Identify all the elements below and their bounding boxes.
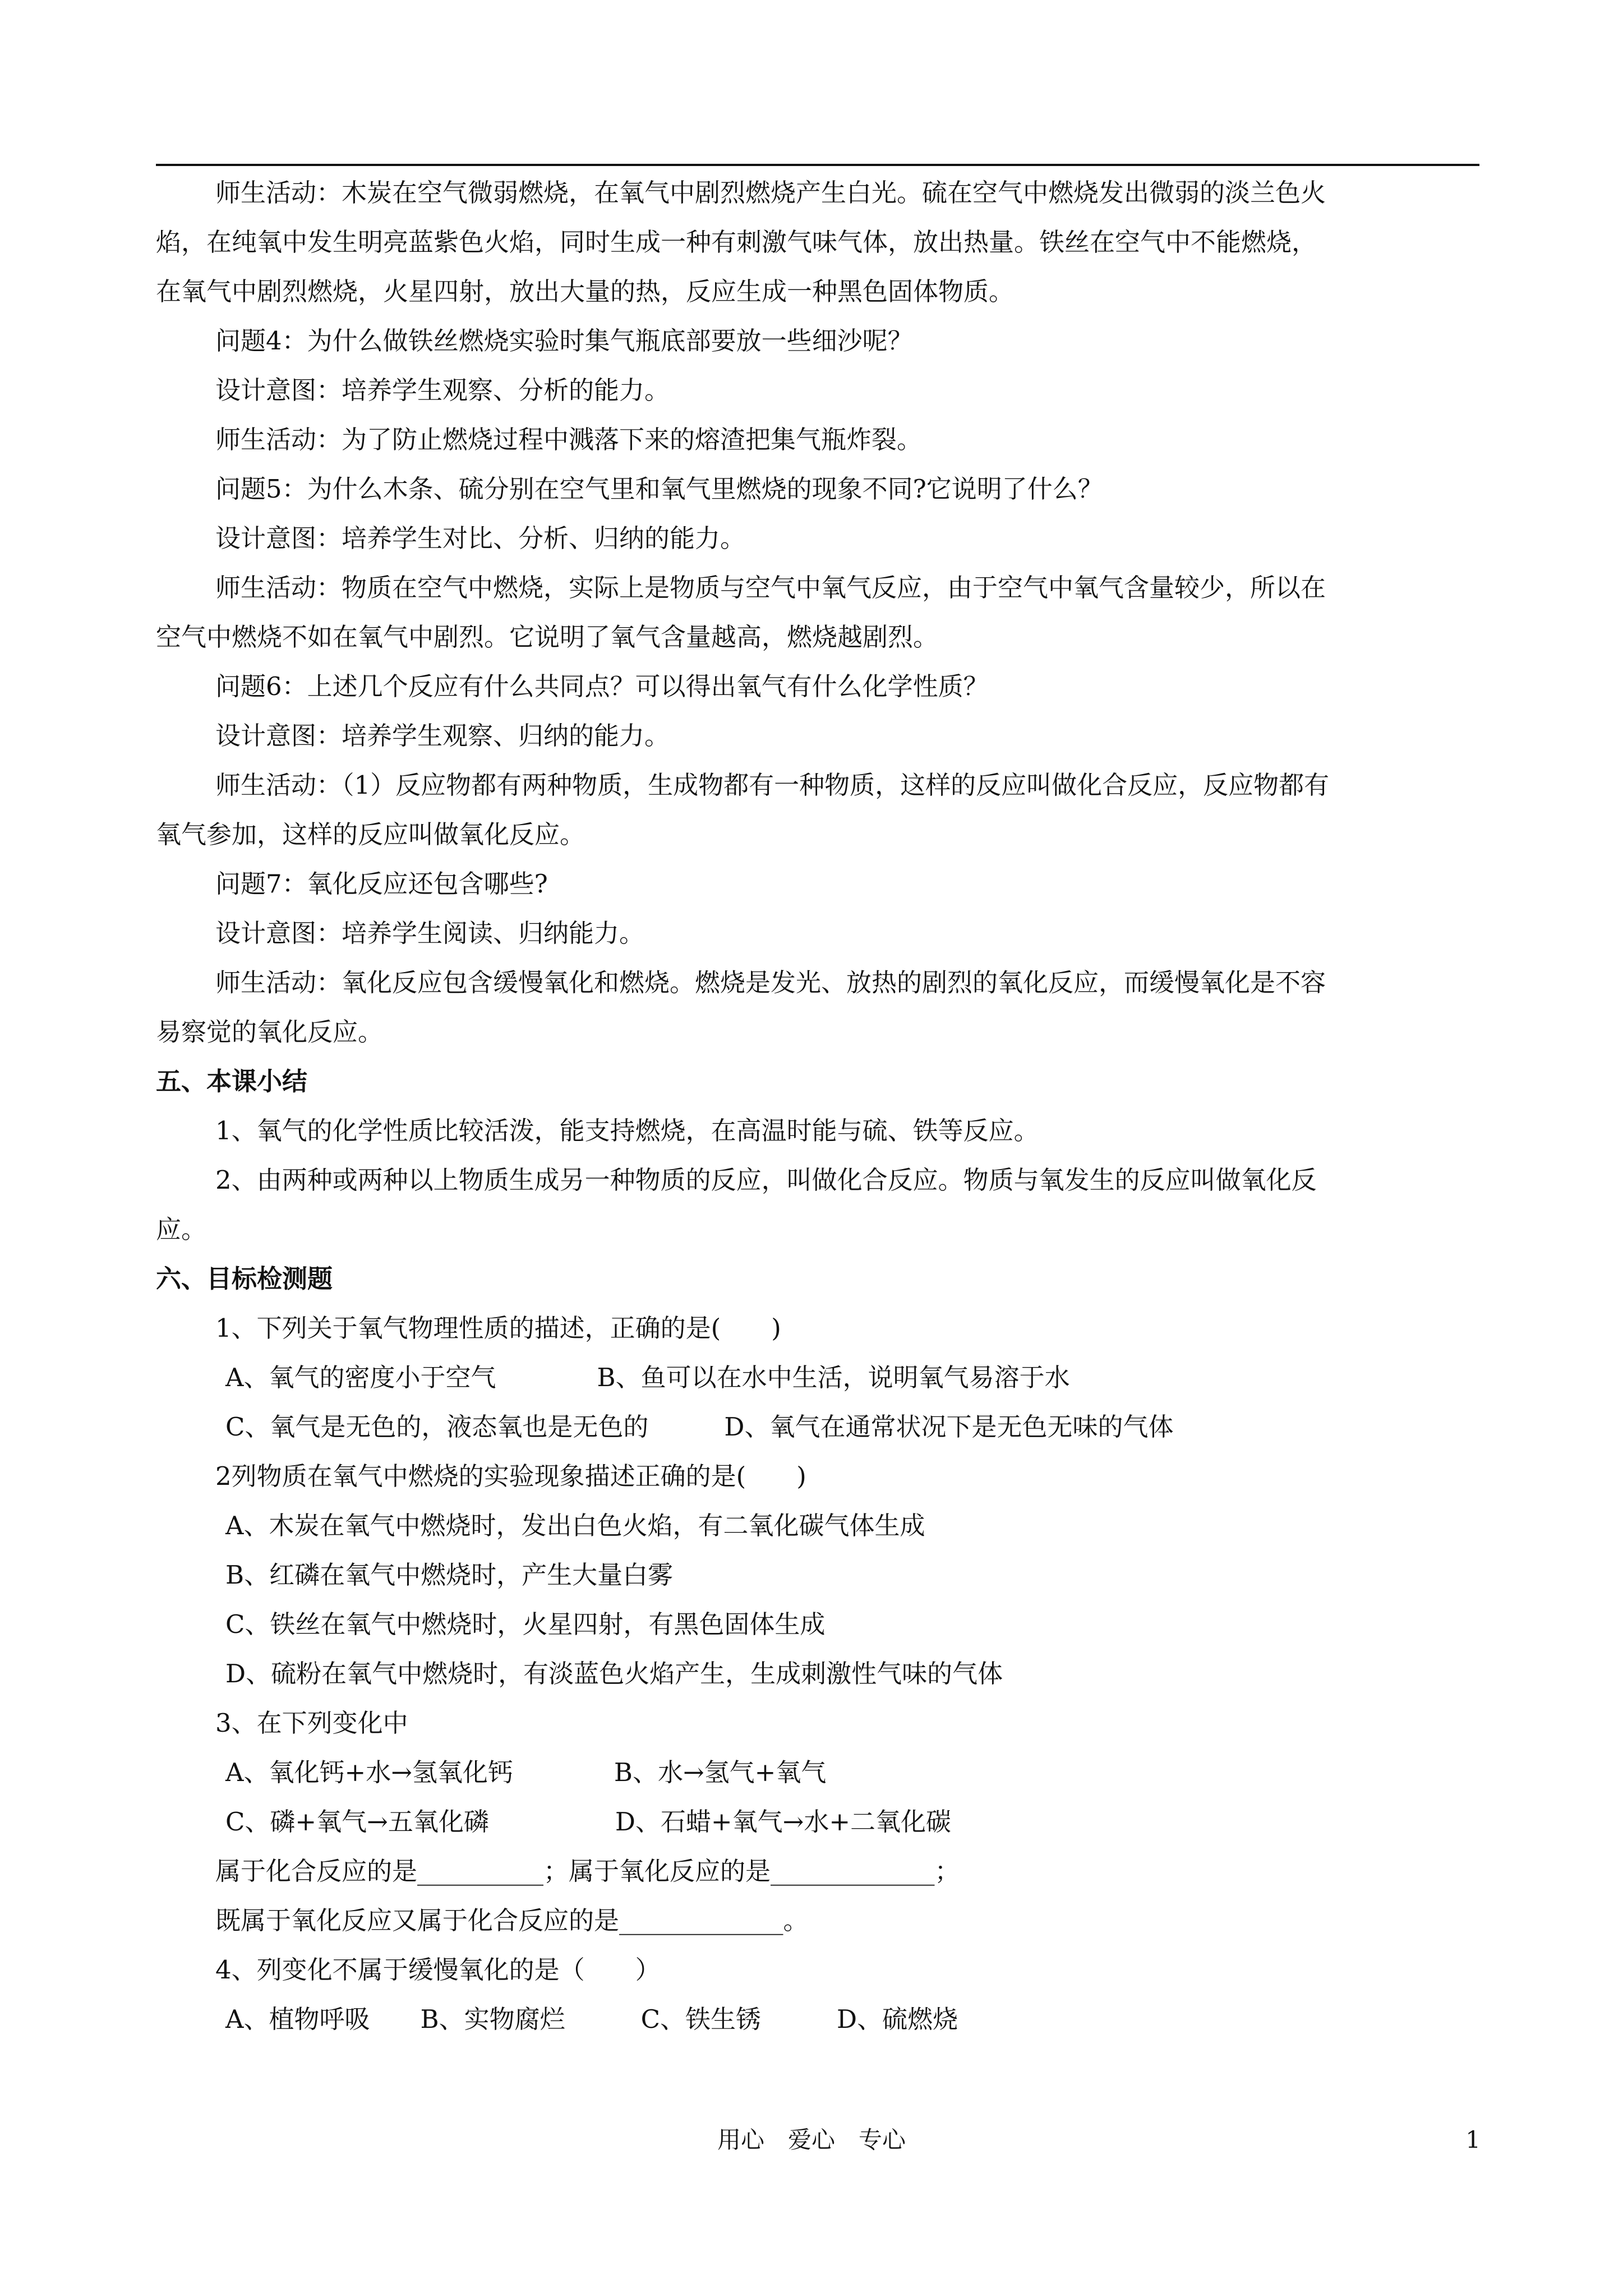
header-rule bbox=[156, 164, 1479, 166]
page-content bbox=[156, 168, 1479, 2044]
question-line: 问题7：氧化反应还包含哪些? bbox=[215, 869, 548, 899]
test-options: A、植物呼吸 B、实物腐烂 C、铁生锈 D、硫燃烧 bbox=[225, 2004, 958, 2034]
page-number: 1 bbox=[1465, 2126, 1481, 2154]
summary-item: 1、氧气的化学性质比较活泼，能支持燃烧，在高温时能与硫、铁等反应。 bbox=[215, 1116, 1039, 1145]
section-heading-test: 六、目标检测题 bbox=[156, 1264, 333, 1294]
paragraph-line: 师生活动：物质在空气中燃烧，实际上是物质与空气中氧气反应，由于空气中氧气含量较少，所以在 bbox=[215, 573, 1326, 602]
paragraph-line: 师生活动：（1）反应物都有两种物质，生成物都有一种物质，这样的反应叫做化合反应，反应物都有 bbox=[215, 770, 1330, 800]
test-options: A、氧化钙+水→氢氧化钙 B、水→氢气+氧气 bbox=[225, 1757, 827, 1787]
test-option: A、木炭在氧气中燃烧时，发出白色火焰，有二氧化碳气体生成 bbox=[225, 1511, 925, 1540]
test-option: C、铁丝在氧气中燃烧时，火星四射，有黑色固体生成 bbox=[225, 1609, 826, 1639]
question-line: 问题6：上述几个反应有什么共同点？可以得出氧气有什么化学性质？ bbox=[215, 671, 989, 701]
footer-motto: 用心 爱心 专心 bbox=[717, 2126, 906, 2154]
test-question-4: 4、列变化不属于缓慢氧化的是（ ） bbox=[215, 1955, 661, 1985]
test-question-3: 3、在下列变化中 bbox=[215, 1708, 408, 1738]
test-option: D、硫粉在氧气中燃烧时，有淡蓝色火焰产生，生成刺激性气味的气体 bbox=[225, 1659, 1003, 1688]
question-line: 问题5：为什么木条、硫分别在空气里和氧气里燃烧的现象不同?它说明了什么？ bbox=[215, 474, 1103, 504]
summary-item: 应。 bbox=[156, 1214, 207, 1244]
section-heading-summary: 五、本课小结 bbox=[156, 1066, 308, 1096]
test-question-2: 2列物质在氧气中燃烧的实验现象描述正确的是( ) bbox=[215, 1461, 806, 1491]
paragraph-line: 师生活动：为了防止燃烧过程中溅落下来的熔渣把集气瓶炸裂。 bbox=[215, 425, 923, 454]
test-options: A、氧气的密度小于空气 B、鱼可以在水中生活，说明氧气易溶于水 bbox=[225, 1363, 1070, 1392]
design-intent-line: 设计意图：培养学生阅读、归纳能力。 bbox=[215, 918, 645, 948]
paragraph-line: 氧气参加，这样的反应叫做氧化反应。 bbox=[156, 820, 585, 849]
paragraph-line: 师生活动：氧化反应包含缓慢氧化和燃烧。燃烧是发光、放热的剧烈的氧化反应，而缓慢氧化是不容 bbox=[215, 968, 1326, 997]
paragraph-line: 在氧气中剧烈燃烧，火星四射，放出大量的热，反应生成一种黑色固体物质。 bbox=[156, 277, 1015, 306]
paragraph-line: 焰，在纯氧中发生明亮蓝紫色火焰，同时生成一种有刺激气味气体，放出热量。铁丝在空气中不能燃烧， bbox=[156, 227, 1317, 257]
paragraph-line: 易察觉的氧化反应。 bbox=[156, 1017, 384, 1047]
design-intent-line: 设计意图：培养学生观察、归纳的能力。 bbox=[215, 721, 670, 751]
question-line: 问题4：为什么做铁丝燃烧实验时集气瓶底部要放一些细沙呢？ bbox=[215, 326, 913, 356]
test-options: C、磷+氧气→五氧化磷 D、石蜡+氧气→水+二氧化碳 bbox=[225, 1807, 952, 1837]
test-options: C、氧气是无色的，液态氧也是无色的 D、氧气在通常状况下是无色无味的气体 bbox=[225, 1412, 1174, 1442]
design-intent-line: 设计意图：培养学生观察、分析的能力。 bbox=[215, 375, 670, 405]
test-question-1: 1、下列关于氧气物理性质的描述，正确的是( ) bbox=[215, 1313, 781, 1343]
fill-blank-line: 既属于氧化反应又属于化合反应的是_____________。 bbox=[215, 1906, 809, 1935]
design-intent-line: 设计意图：培养学生对比、分析、归纳的能力。 bbox=[215, 523, 746, 553]
fill-blank-line: 属于化合反应的是__________；属于氧化反应的是_____________； bbox=[215, 1856, 960, 1886]
paragraph-line: 师生活动：木炭在空气微弱燃烧，在氧气中剧烈燃烧产生白光。硫在空气中燃烧发出微弱的淡兰色火 bbox=[215, 178, 1326, 208]
test-option: B、红磷在氧气中燃烧时，产生大量白雾 bbox=[225, 1560, 674, 1590]
paragraph-line: 空气中燃烧不如在氧气中剧烈。它说明了氧气含量越高，燃烧越剧烈。 bbox=[156, 622, 939, 652]
summary-item: 2、由两种或两种以上物质生成另一种物质的反应，叫做化合反应。物质与氧发生的反应叫做氧化反 bbox=[215, 1165, 1317, 1195]
